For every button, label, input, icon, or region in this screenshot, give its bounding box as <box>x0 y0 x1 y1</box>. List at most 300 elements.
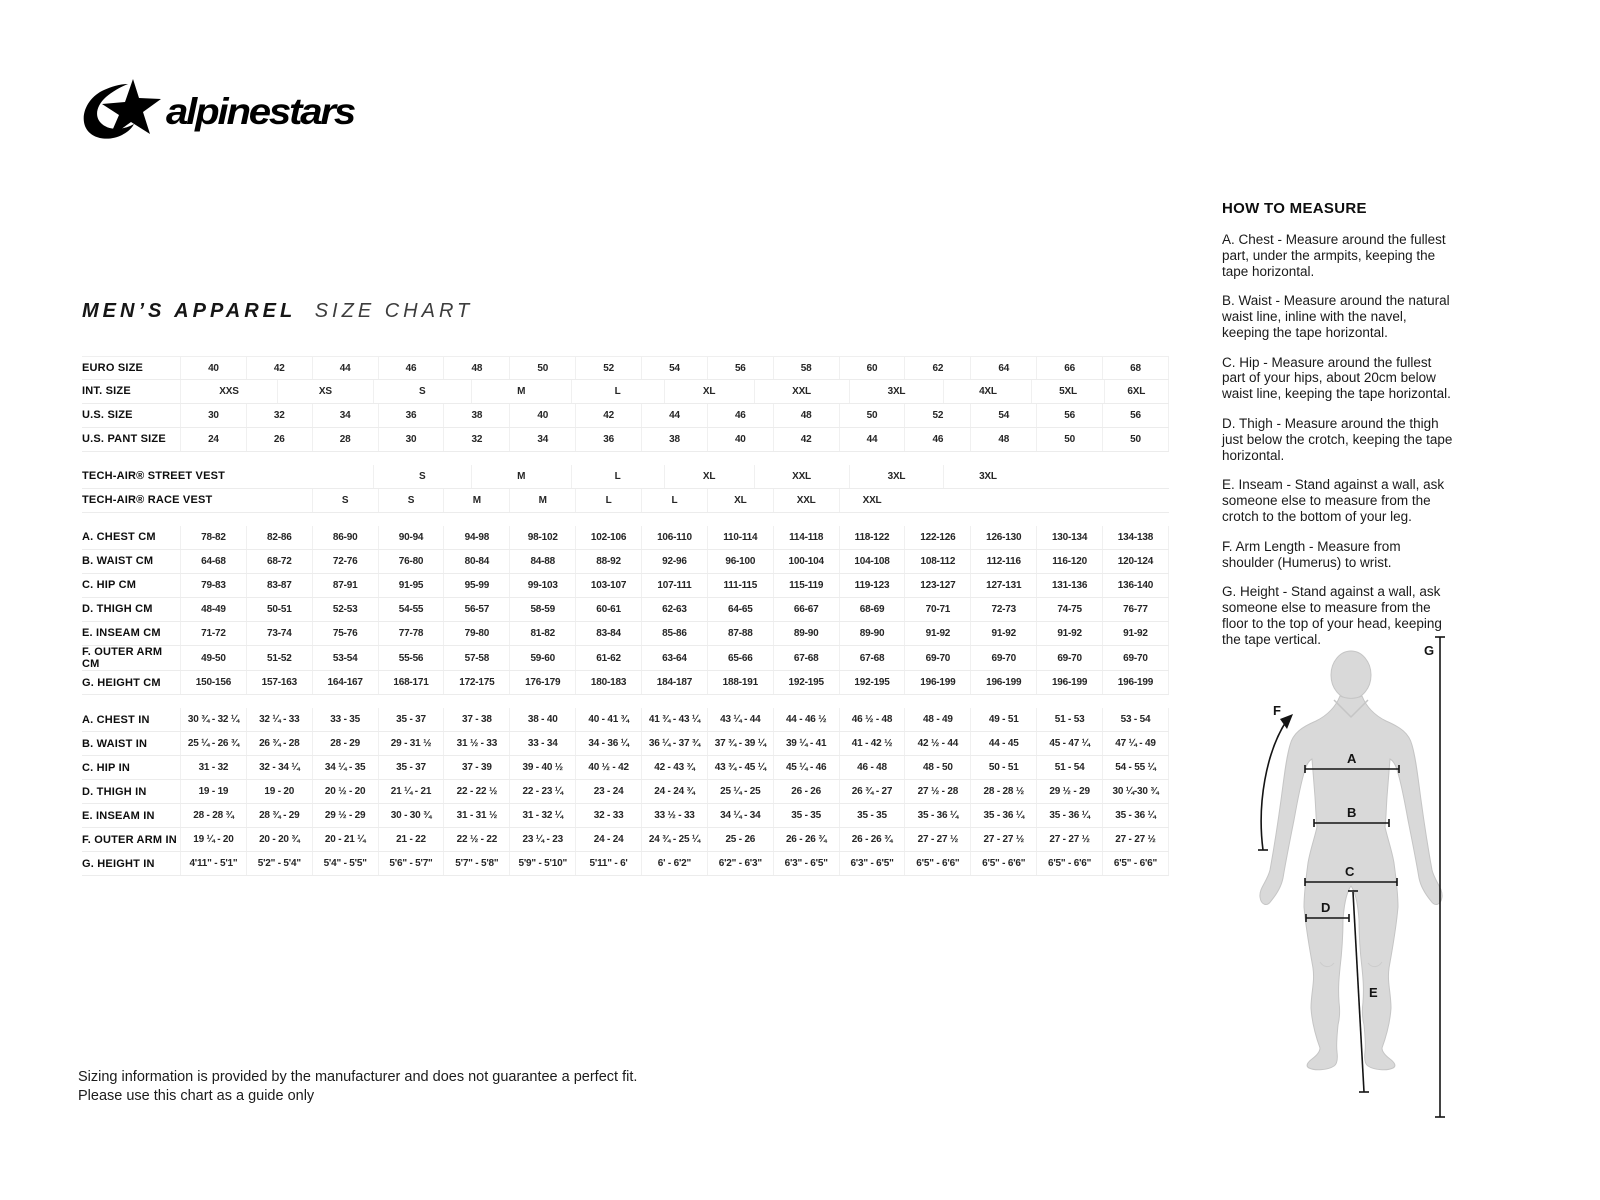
silhouette-head <box>1331 651 1371 699</box>
size-cell: 26 ¾ - 27 <box>839 780 905 803</box>
size-cell: 188-191 <box>707 671 773 694</box>
row-cells <box>180 465 1169 488</box>
size-cell: 74-75 <box>1036 598 1102 621</box>
size-cell: 123-127 <box>904 574 970 597</box>
size-cell: 84-88 <box>509 550 575 573</box>
row-cells <box>180 380 1169 403</box>
size-cell: 35 - 36 ¼ <box>1102 804 1169 827</box>
size-cell: 34 - 36 ¼ <box>575 732 641 755</box>
row-label: U.S. PANT SIZE <box>82 433 166 446</box>
measure-instruction: E. Inseam - Stand against a wall, ask someone else to measure from the crotch to the bottom of your leg. <box>1222 477 1445 524</box>
size-cell: 28 - 28 ½ <box>970 780 1036 803</box>
size-cell: 60 <box>839 357 905 379</box>
size-cell: 30 ¾ - 32 ¼ <box>180 708 246 731</box>
size-cell: 95-99 <box>443 574 509 597</box>
size-cell: 71-72 <box>180 622 246 645</box>
size-cell: 56 <box>1102 404 1169 427</box>
size-cell: 5'11" - 6' <box>575 852 641 875</box>
size-cell: 48-49 <box>180 598 246 621</box>
size-cell: 20 - 21 ¼ <box>312 828 378 851</box>
size-cell: 86-90 <box>312 526 378 549</box>
size-cell: 38 <box>641 428 707 451</box>
size-cell: 35 - 36 ¼ <box>1036 804 1102 827</box>
size-cell: 25 - 26 <box>707 828 773 851</box>
row-label: E. INSEAM CM <box>82 627 161 640</box>
size-cell: 6'3" - 6'5" <box>839 852 905 875</box>
size-cell: 24 <box>180 428 246 451</box>
size-cell: 83-87 <box>246 574 312 597</box>
measure-instruction: F. Arm Length - Measure from shoulder (Humerus) to wrist. <box>1222 538 1401 570</box>
size-cell: 19 ¼ - 20 <box>180 828 246 851</box>
size-cell: 54 <box>970 404 1036 427</box>
size-cell: 21 - 22 <box>378 828 444 851</box>
row-cells <box>180 646 1169 670</box>
diagram-label-f: F <box>1273 703 1281 718</box>
size-cell: 27 ½ - 28 <box>904 780 970 803</box>
size-cell: 46 - 48 <box>839 756 905 779</box>
size-cell: L <box>571 380 664 403</box>
size-cell: 79-80 <box>443 622 509 645</box>
size-cell: 150-156 <box>180 671 246 694</box>
size-cell: 29 - 31 ½ <box>378 732 444 755</box>
size-cell: 68-72 <box>246 550 312 573</box>
alpinestars-star-icon <box>82 78 357 144</box>
size-cell: 31 - 31 ½ <box>443 804 509 827</box>
how-to-measure-items <box>1222 232 1454 647</box>
size-cell: S <box>373 465 471 488</box>
size-cell: 130-134 <box>1036 526 1102 549</box>
size-cell: 43 ¾ - 45 ¼ <box>707 756 773 779</box>
size-cell: 91-92 <box>1036 622 1102 645</box>
size-cell: 42 - 43 ¾ <box>641 756 707 779</box>
size-cell: 46 ½ - 48 <box>839 708 905 731</box>
size-cell: XL <box>664 380 754 403</box>
size-cell: 25 ¼ - 26 ¾ <box>180 732 246 755</box>
size-cell: 28 - 29 <box>312 732 378 755</box>
table-row <box>82 428 1169 452</box>
size-cell: 22 ½ - 22 <box>443 828 509 851</box>
size-cell: 134-138 <box>1102 526 1169 549</box>
size-cell: 28 <box>312 428 378 451</box>
size-cell: 100-104 <box>773 550 839 573</box>
size-cell: 3XL <box>849 380 944 403</box>
size-cell: 46 <box>707 404 773 427</box>
table-row <box>82 526 1169 550</box>
size-cell: 80-84 <box>443 550 509 573</box>
size-cell: 112-116 <box>970 550 1036 573</box>
size-cell: 127-131 <box>970 574 1036 597</box>
size-cell: 40 <box>707 428 773 451</box>
size-cell: 32 - 34 ¼ <box>246 756 312 779</box>
table-row <box>82 598 1169 622</box>
size-cell: 184-187 <box>641 671 707 694</box>
size-cell: 89-90 <box>839 622 905 645</box>
row-label: F. OUTER ARM CM <box>82 646 163 671</box>
diagram-label-a: A <box>1347 751 1357 766</box>
size-cell <box>904 489 970 512</box>
size-cell: 59-60 <box>509 646 575 670</box>
size-cell <box>1102 489 1169 512</box>
size-cell: 40 - 41 ¾ <box>575 708 641 731</box>
size-cell: 42 <box>575 404 641 427</box>
size-cell: S <box>373 380 471 403</box>
table-spacer <box>82 695 1169 708</box>
row-label: EURO SIZE <box>82 361 144 374</box>
size-cell: 75-76 <box>312 622 378 645</box>
row-label: G. HEIGHT IN <box>82 857 155 870</box>
row-label: TECH-AIR® STREET VEST <box>82 470 226 483</box>
size-cell: 67-68 <box>773 646 839 670</box>
measure-instruction: C. Hip - Measure around the fullest part of your hips, about 20cm below waist line, keeping the tape horizontal. <box>1222 354 1451 402</box>
footer-line-1: Sizing information is provided by the manufacturer and does not guarantee a perfect fit. <box>78 1069 638 1085</box>
table-row <box>82 708 1169 732</box>
size-cell: 28 ¾ - 29 <box>246 804 312 827</box>
size-cell: 6'3" - 6'5" <box>773 852 839 875</box>
size-cell: 81-82 <box>509 622 575 645</box>
size-cell: 56 <box>1036 404 1102 427</box>
size-cell: XL <box>707 489 773 512</box>
size-cell: 69-70 <box>1036 646 1102 670</box>
page-title-secondary: SIZE CHART <box>314 300 474 322</box>
size-cell: 30 ¼-30 ¾ <box>1102 780 1169 803</box>
size-cell: 44 <box>312 357 378 379</box>
row-label: E. INSEAM IN <box>82 809 155 822</box>
body-silhouette-figure <box>1236 620 1470 1126</box>
size-cell: 108-112 <box>904 550 970 573</box>
size-cell: 28 - 28 ¾ <box>180 804 246 827</box>
size-cell: 6'5" - 6'6" <box>1036 852 1102 875</box>
size-cell: S <box>378 489 444 512</box>
size-cell: 35 - 37 <box>378 756 444 779</box>
row-cells <box>180 428 1169 451</box>
size-cell: 42 <box>246 357 312 379</box>
size-cell: M <box>471 465 571 488</box>
size-cell: 24 - 24 <box>575 828 641 851</box>
size-cell <box>246 489 312 512</box>
row-cells <box>180 780 1169 803</box>
table-row <box>82 380 1169 404</box>
size-cell: 31 - 32 ¼ <box>509 804 575 827</box>
size-cell: 42 ½ - 44 <box>904 732 970 755</box>
row-cells <box>180 550 1169 573</box>
size-cell: 38 - 40 <box>509 708 575 731</box>
row-label: C. HIP IN <box>82 761 131 774</box>
size-cell: 89-90 <box>773 622 839 645</box>
size-cell: 33 - 34 <box>509 732 575 755</box>
size-cell: 172-175 <box>443 671 509 694</box>
size-cell: 73-74 <box>246 622 312 645</box>
size-cell: 68-69 <box>839 598 905 621</box>
row-label: A. CHEST IN <box>82 713 150 726</box>
size-cell: S <box>312 489 378 512</box>
table-row <box>82 804 1169 828</box>
size-cell: 4'11" - 5'1" <box>180 852 246 875</box>
size-cell: 50 <box>1102 428 1169 451</box>
size-cell: 68 <box>1102 357 1169 379</box>
measure-instruction: D. Thigh - Measure around the thigh just below the crotch, keeping the tape horizontal. <box>1222 416 1453 463</box>
size-cell: 56 <box>707 357 773 379</box>
row-label: INT. SIZE <box>82 385 131 398</box>
size-cell: 50 - 51 <box>970 756 1036 779</box>
size-cell: 65-66 <box>707 646 773 670</box>
table-row <box>82 465 1169 489</box>
size-cell: 52-53 <box>312 598 378 621</box>
row-label: D. THIGH IN <box>82 785 147 798</box>
size-cell: 34 ¼ - 34 <box>707 804 773 827</box>
size-cell: 33 ½ - 33 <box>641 804 707 827</box>
size-cell: 27 - 27 ½ <box>904 828 970 851</box>
size-cell: 52 <box>904 404 970 427</box>
size-cell: 82-86 <box>246 526 312 549</box>
size-cell: 31 - 32 <box>180 756 246 779</box>
size-cell: 53 - 54 <box>1102 708 1169 731</box>
size-cell: 34 <box>509 428 575 451</box>
row-cells <box>180 489 1169 512</box>
size-cell: 6XL <box>1104 380 1169 403</box>
size-cell: 30 <box>180 404 246 427</box>
size-cell: 32 ¼ - 33 <box>246 708 312 731</box>
size-cell: 98-102 <box>509 526 575 549</box>
size-cell: L <box>575 489 641 512</box>
size-cell: 48 <box>970 428 1036 451</box>
size-cell: 192-195 <box>773 671 839 694</box>
size-cell: 102-106 <box>575 526 641 549</box>
size-cell: 41 - 42 ½ <box>839 732 905 755</box>
size-cell: 64 <box>970 357 1036 379</box>
table-row <box>82 732 1169 756</box>
size-cell: 91-92 <box>904 622 970 645</box>
size-cell: 35 - 36 ¼ <box>970 804 1036 827</box>
size-cell: 30 <box>378 428 444 451</box>
page-title-primary: MEN’S APPAREL <box>82 300 297 322</box>
arm-length-arrowhead <box>1280 714 1293 729</box>
size-cell: 196-199 <box>904 671 970 694</box>
size-cell: 51 - 53 <box>1036 708 1102 731</box>
row-label: B. WAIST CM <box>82 555 154 568</box>
size-cell: 48 - 50 <box>904 756 970 779</box>
size-cell: 46 <box>378 357 444 379</box>
size-cell: M <box>443 489 509 512</box>
size-cell: 111-115 <box>707 574 773 597</box>
row-cells <box>180 622 1169 645</box>
size-cell: 41 ¾ - 43 ¼ <box>641 708 707 731</box>
size-cell: 114-118 <box>773 526 839 549</box>
size-cell: 32 <box>443 428 509 451</box>
size-cell: 19 - 20 <box>246 780 312 803</box>
size-cell: XS <box>277 380 373 403</box>
row-cells <box>180 404 1169 427</box>
size-cell: 27 - 27 ½ <box>1036 828 1102 851</box>
size-cell: 196-199 <box>970 671 1036 694</box>
size-cell: 36 ¼ - 37 ¾ <box>641 732 707 755</box>
size-cell: 88-92 <box>575 550 641 573</box>
size-cell: 72-76 <box>312 550 378 573</box>
size-cell: 5'2" - 5'4" <box>246 852 312 875</box>
size-cell: 46 <box>904 428 970 451</box>
row-label: D. THIGH CM <box>82 603 153 616</box>
size-cell: 48 <box>443 357 509 379</box>
size-cell: 33 - 35 <box>312 708 378 731</box>
size-cell: 157-163 <box>246 671 312 694</box>
size-cell: 48 <box>773 404 839 427</box>
size-cell: 5'4" - 5'5" <box>312 852 378 875</box>
size-cell: 20 - 20 ¾ <box>246 828 312 851</box>
size-cell: 39 ¼ - 41 <box>773 732 839 755</box>
row-label: B. WAIST IN <box>82 737 148 750</box>
size-cell: 118-122 <box>839 526 905 549</box>
measure-instruction: G. Height - Stand against a wall, ask someone else to measure from the floor to the top of your head, keeping the tape vertical. <box>1222 584 1442 647</box>
size-cell: 35 - 37 <box>378 708 444 731</box>
size-cell: 20 ½ - 20 <box>312 780 378 803</box>
size-cell: 37 - 38 <box>443 708 509 731</box>
table-spacer <box>82 452 1169 465</box>
row-label: A. CHEST CM <box>82 531 156 544</box>
diagram-label-c: C <box>1345 864 1355 879</box>
measure-instruction: A. Chest - Measure around the fullest part, under the armpits, keeping the tape horizontal. <box>1222 232 1446 279</box>
size-cell <box>970 489 1036 512</box>
size-cell: 3XL <box>849 465 944 488</box>
size-cell: 69-70 <box>904 646 970 670</box>
size-cell: 168-171 <box>378 671 444 694</box>
size-cell: 57-58 <box>443 646 509 670</box>
size-cell: 63-64 <box>641 646 707 670</box>
table-row <box>82 852 1169 876</box>
size-cell: 53-54 <box>312 646 378 670</box>
size-cell: 44 <box>641 404 707 427</box>
size-cell: 34 <box>312 404 378 427</box>
size-cell: 22 - 23 ¼ <box>509 780 575 803</box>
size-cell: 61-62 <box>575 646 641 670</box>
size-cell: 31 ½ - 33 <box>443 732 509 755</box>
size-cell: 44 <box>839 428 905 451</box>
size-cell: 44 - 45 <box>970 732 1036 755</box>
size-cell: 196-199 <box>1036 671 1102 694</box>
size-cell: 35 - 35 <box>773 804 839 827</box>
size-cell: 58 <box>773 357 839 379</box>
size-cell: 116-120 <box>1036 550 1102 573</box>
size-cell: 24 - 24 ¾ <box>641 780 707 803</box>
size-cell: 87-88 <box>707 622 773 645</box>
row-label: F. OUTER ARM IN <box>82 833 177 846</box>
table-row <box>82 756 1169 780</box>
size-cell: 26 - 26 <box>773 780 839 803</box>
size-cell: 26 - 26 ¾ <box>839 828 905 851</box>
diagram-label-b: B <box>1347 805 1357 820</box>
table-row <box>82 550 1169 574</box>
size-cell: 136-140 <box>1102 574 1169 597</box>
size-cell: 52 <box>575 357 641 379</box>
row-cells <box>180 357 1169 379</box>
size-cell: 96-100 <box>707 550 773 573</box>
diagram-label-e: E <box>1369 985 1378 1000</box>
size-cell: 91-92 <box>1102 622 1169 645</box>
size-cell: XXL <box>754 465 849 488</box>
row-label: TECH-AIR® RACE VEST <box>82 494 213 507</box>
size-cell: 47 ¼ - 49 <box>1102 732 1169 755</box>
table-row <box>82 671 1169 695</box>
table-row <box>82 404 1169 428</box>
size-cell: 51 - 54 <box>1036 756 1102 779</box>
size-cell: 5'9" - 5'10" <box>509 852 575 875</box>
size-cell: 27 - 27 ½ <box>970 828 1036 851</box>
size-cell: 21 ¼ - 21 <box>378 780 444 803</box>
size-cell: 91-92 <box>970 622 1036 645</box>
size-cell: 25 ¼ - 25 <box>707 780 773 803</box>
size-cell: 5'6" - 5'7" <box>378 852 444 875</box>
size-cell: 40 <box>180 357 246 379</box>
size-cell: 45 - 47 ¼ <box>1036 732 1102 755</box>
size-cell: 67-68 <box>839 646 905 670</box>
size-cell: 34 ¼ - 35 <box>312 756 378 779</box>
size-cell: 106-110 <box>641 526 707 549</box>
size-cell: 64-68 <box>180 550 246 573</box>
size-cell: 122-126 <box>904 526 970 549</box>
table-row <box>82 646 1169 671</box>
footer-line-2: Please use this chart as a guide only <box>78 1088 315 1105</box>
table-row <box>82 780 1169 804</box>
size-cell: 107-111 <box>641 574 707 597</box>
diagram-label-g: G <box>1424 643 1435 658</box>
size-cell: 6'2" - 6'3" <box>707 852 773 875</box>
size-cell: 29 ½ - 29 <box>312 804 378 827</box>
size-cell: 32 <box>246 404 312 427</box>
size-cell: 85-86 <box>641 622 707 645</box>
size-cell: 76-80 <box>378 550 444 573</box>
size-cell: 120-124 <box>1102 550 1169 573</box>
size-cell: 50 <box>839 404 905 427</box>
size-cell <box>277 465 373 488</box>
size-cell: 78-82 <box>180 526 246 549</box>
size-cell: 54-55 <box>378 598 444 621</box>
size-cell: 44 - 46 ½ <box>773 708 839 731</box>
size-cell: 23 - 24 <box>575 780 641 803</box>
measure-instruction: B. Waist - Measure around the natural waist line, inline with the navel, keeping the tape horizontal. <box>1222 293 1450 340</box>
size-cell: 131-136 <box>1036 574 1102 597</box>
alpinestars-logo <box>82 78 357 144</box>
table-row <box>82 828 1169 852</box>
size-cell: 48 - 49 <box>904 708 970 731</box>
size-cell: 87-91 <box>312 574 378 597</box>
size-cell: 51-52 <box>246 646 312 670</box>
table-row <box>82 489 1169 513</box>
size-cell: 39 - 40 ½ <box>509 756 575 779</box>
table-row <box>82 574 1169 598</box>
size-cell: M <box>471 380 571 403</box>
size-cell: 104-108 <box>839 550 905 573</box>
size-cell: 69-70 <box>1102 646 1169 670</box>
size-cell: 30 - 30 ¾ <box>378 804 444 827</box>
size-cell: 62-63 <box>641 598 707 621</box>
size-cell: 3XL <box>943 465 1031 488</box>
size-cell: 5XL <box>1031 380 1103 403</box>
size-cell: 192-195 <box>839 671 905 694</box>
size-cell: 49 - 51 <box>970 708 1036 731</box>
size-cell: 6'5" - 6'6" <box>904 852 970 875</box>
row-cells <box>180 756 1169 779</box>
size-cell: 38 <box>443 404 509 427</box>
size-cell: 26 - 26 ¾ <box>773 828 839 851</box>
how-to-measure-panel <box>1222 200 1454 661</box>
size-cell: 55-56 <box>378 646 444 670</box>
size-cell: 5'7" - 5'8" <box>443 852 509 875</box>
size-cell: 126-130 <box>970 526 1036 549</box>
size-cell: XL <box>664 465 754 488</box>
size-cell: 35 - 35 <box>839 804 905 827</box>
alpinestars-wordmark: alpinestars <box>166 91 356 132</box>
size-cell: 6'5" - 6'6" <box>970 852 1036 875</box>
size-cell: 45 ¼ - 46 <box>773 756 839 779</box>
row-cells <box>180 804 1169 827</box>
